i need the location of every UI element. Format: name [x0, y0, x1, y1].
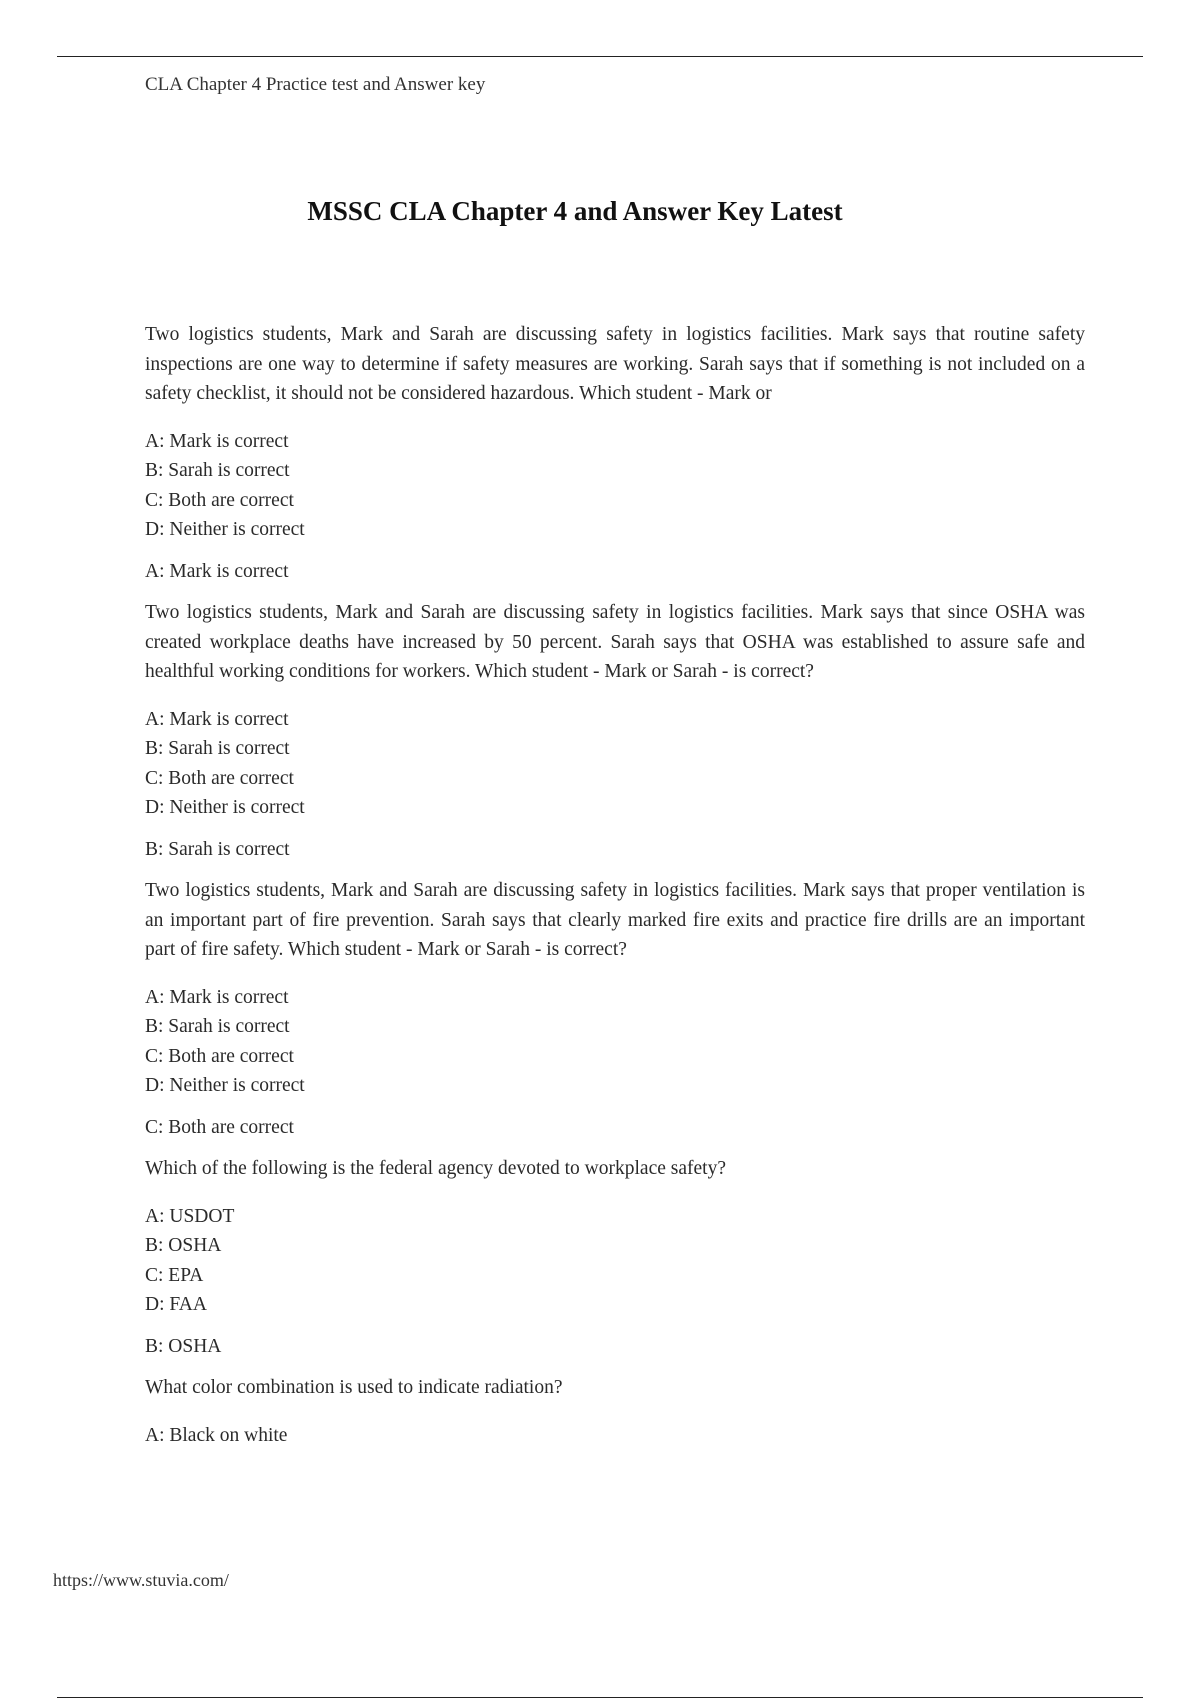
option-list: [145, 705, 1085, 823]
option-a: A: Black on white: [145, 1424, 288, 1446]
option-list: [145, 427, 1085, 545]
answer-key: B: Sarah is correct: [145, 838, 290, 860]
option-c: C: Both are correct: [145, 1045, 294, 1067]
running-header: CLA Chapter 4 Practice test and Answer key: [145, 74, 486, 95]
question-block-1: [145, 320, 1085, 586]
footer-url: https://www.stuvia.com/: [53, 1570, 229, 1590]
question-list: [145, 320, 1085, 1450]
option-b: B: Sarah is correct: [145, 1016, 290, 1037]
option-list: [145, 1421, 1085, 1451]
answer-key: C: Both are correct: [145, 1116, 294, 1138]
option-a: A: Mark is correct: [145, 430, 289, 452]
option-list: [145, 1202, 1085, 1320]
question-block-5: [145, 1373, 1085, 1450]
option-c: C: Both are correct: [145, 767, 294, 789]
question-text: Which of the following is the federal agency devoted to workplace safety?: [145, 1158, 726, 1179]
top-rule: [57, 56, 1143, 57]
option-b: B: Sarah is correct: [145, 738, 290, 759]
option-b: B: Sarah is correct: [145, 460, 290, 481]
question-block-3: [145, 876, 1085, 1142]
option-a: A: Mark is correct: [145, 986, 289, 1008]
question-text: Two logistics students, Mark and Sarah are discussing safety in logistics facilities. Mark says that since OSHA was created workplace deaths have increased by 50 percent. Sarah says that OSHA was established to assure safe and healthful working conditions for workers. Which student - Mark or Sarah - is correct?: [145, 602, 1085, 682]
option-list: [145, 983, 1085, 1101]
option-d: D: Neither is correct: [145, 519, 305, 540]
question-block-4: [145, 1154, 1085, 1361]
answer-key: A: Mark is correct: [145, 560, 289, 582]
bottom-rule: [57, 1697, 1143, 1698]
question-text: Two logistics students, Mark and Sarah are discussing safety in logistics facilities. Mark says that proper ventilation is an important part of fire prevention. Sarah says that clearly marked fire exits and practice fire drills are an important part of fire safety. Which student - Mark or Sarah - is correct?: [145, 880, 1085, 960]
option-c: C: EPA: [145, 1264, 204, 1286]
option-c: C: Both are correct: [145, 489, 294, 511]
option-d: D: Neither is correct: [145, 1075, 305, 1096]
option-b: B: OSHA: [145, 1235, 222, 1256]
option-d: D: Neither is correct: [145, 797, 305, 818]
answer-key: B: OSHA: [145, 1335, 222, 1357]
document-title: MSSC CLA Chapter 4 and Answer Key Latest: [307, 196, 843, 226]
question-block-2: [145, 598, 1085, 864]
option-a: A: Mark is correct: [145, 708, 289, 730]
question-text: What color combination is used to indicate radiation?: [145, 1377, 563, 1398]
question-text: Two logistics students, Mark and Sarah are discussing safety in logistics facilities. Mark says that routine safety inspections are one way to determine if safety measures are working. Sarah says that if something is not included on a safety checklist, it should not be considered hazardous. Which student - Mark or: [145, 324, 1085, 404]
option-a: A: USDOT: [145, 1205, 235, 1227]
option-d: D: FAA: [145, 1294, 207, 1315]
